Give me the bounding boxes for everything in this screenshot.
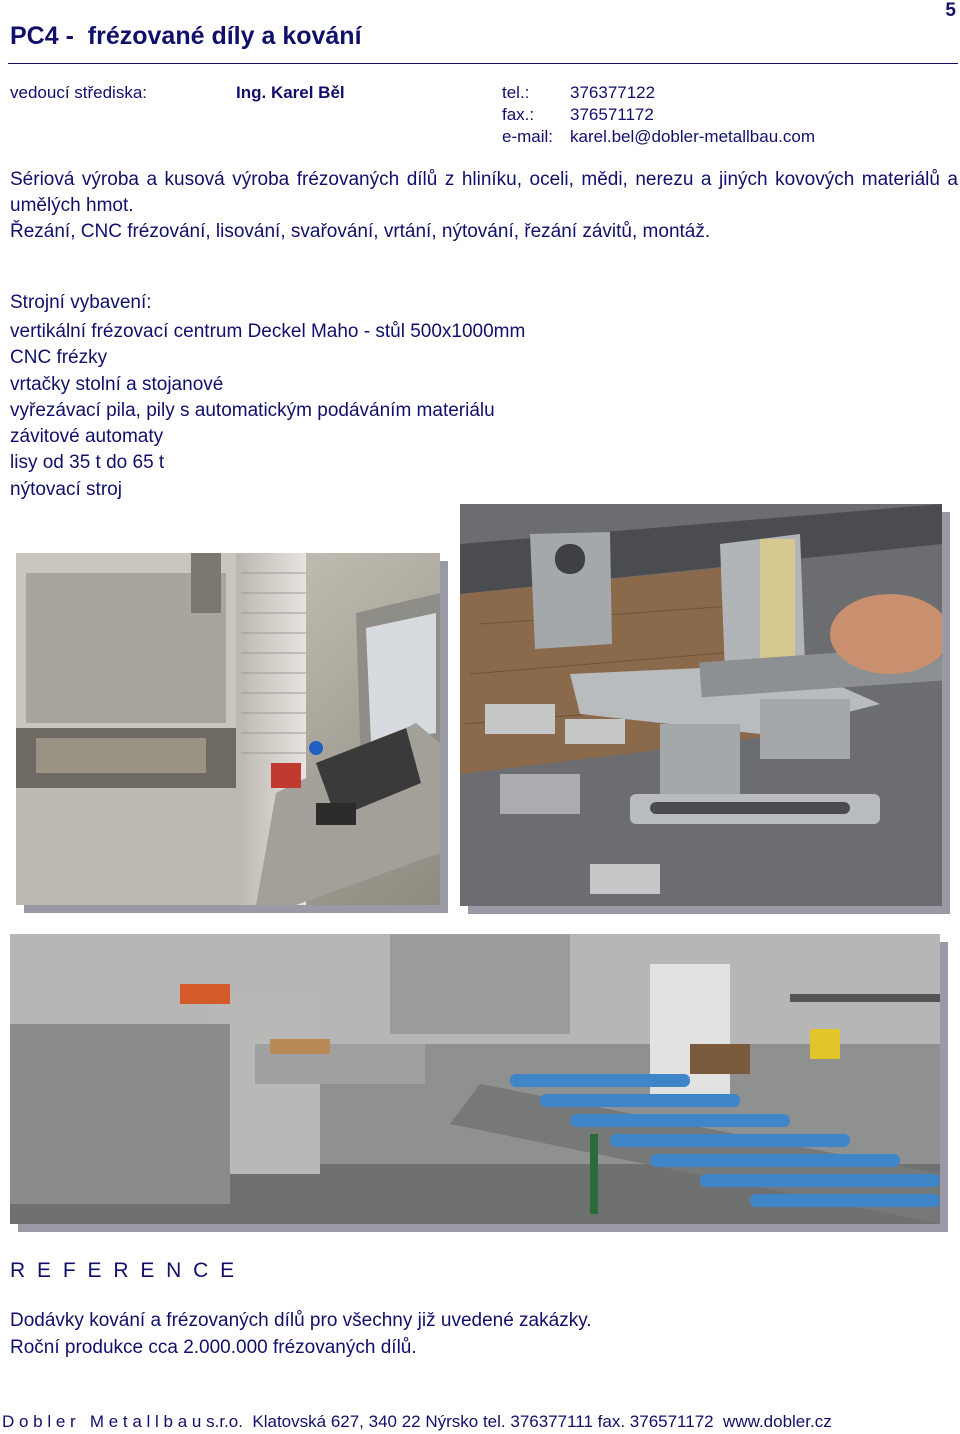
equipment-item: vertikální frézovací centrum Deckel Maho - stůl 500x1000mm [10,321,526,342]
footer-company: D o b l e r M e t a l l b a u [2,1412,202,1431]
page-title: PC4 - frézované díly a kování [10,22,362,50]
equipment-item: závitové automaty [10,426,164,448]
saw-line-illustration [10,934,940,1224]
photo-cnc-machine [16,553,440,905]
photo-milled-parts [460,504,942,906]
equipment-item: nýtovací stroj [10,478,122,500]
equipment-list [10,319,525,503]
equipment-item: vrtačky stolní a stojanové [10,373,224,395]
page-number: 5 [945,0,956,21]
cnc-machine-illustration [16,553,440,905]
manager-name: Ing. Karel Běl [236,83,345,102]
manager-label: vedoucí střediska: [10,83,148,102]
milled-parts-illustration [460,504,942,906]
intro-line-2: Řezání, CNC frézování, lisování, svařování, vrtání, nýtování, řezání závitů, montáž. [10,221,711,242]
fax-value: 376571172 [570,105,654,124]
footer [2,1412,832,1432]
intro-line-1: Sériová výroba a kusová výroba frézovaných dílů z hliníku, oceli, mědi, nerezu a jiných kovových materiálů a umělých hmot. [10,169,958,216]
equipment-item: lisy od 35 t do 65 t [10,452,165,474]
tel-label: tel.: [502,83,530,102]
equipment-item: vyřezávací pila, pily s automatickým podáváním materiálu [10,399,495,421]
equipment-heading: Strojní vybavení: [10,292,152,313]
fax-label: fax.: [502,105,535,124]
email-value: karel.bel@dobler-metallbau.com [570,127,815,146]
email-label: e-mail: [502,127,554,146]
references-heading: R E F E R E N C E [10,1259,238,1282]
references-line-2: Roční produkce cca 2.000.000 frézovaných dílů. [10,1337,417,1358]
header-rule [8,63,958,64]
equipment-item: CNC frézky [10,347,108,369]
references-line-1: Dodávky kování a frézovaných dílů pro všechny již uvedené zakázky. [10,1310,592,1331]
intro-paragraph [10,167,958,245]
photo-saw-line [10,934,940,1224]
footer-address: s.r.o. Klatovská 627, 340 22 Nýrsko tel. 376377111 fax. 376571172 www.dobler.cz [201,1412,832,1431]
tel-value: 376377122 [570,83,656,102]
references-text [10,1307,592,1361]
